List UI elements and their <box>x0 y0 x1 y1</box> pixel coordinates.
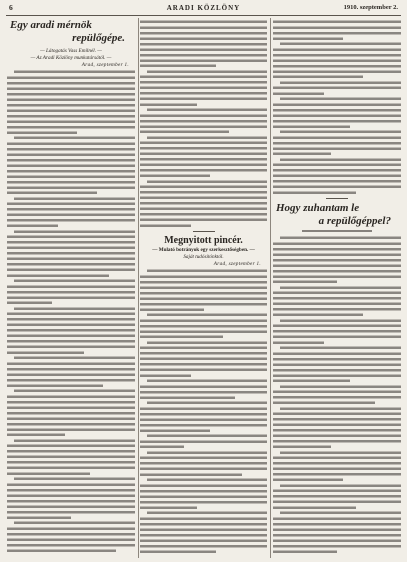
masthead: ARADI KÖZLÖNY <box>166 3 241 12</box>
text-line <box>273 290 401 312</box>
text-line <box>7 75 135 130</box>
text-line <box>273 323 401 340</box>
body-paragraph <box>140 378 267 400</box>
text-line <box>140 549 216 555</box>
body-paragraph <box>7 135 135 196</box>
text-line <box>140 406 267 428</box>
article-2-byline: Saját tudósítónktól. <box>183 254 224 260</box>
body-paragraph <box>140 69 267 108</box>
article-separator <box>326 198 348 199</box>
body-paragraph <box>273 406 401 450</box>
text-line <box>273 411 401 444</box>
text-line <box>140 318 267 335</box>
text-line <box>7 443 135 471</box>
column-rule <box>138 18 139 558</box>
text-line <box>273 488 401 505</box>
text-line <box>7 548 116 554</box>
column-rule <box>270 18 271 558</box>
text-line <box>140 516 267 549</box>
article-1-subtitle: — Látogatás Vass Emilnél. — <box>40 48 102 54</box>
text-line <box>273 241 401 280</box>
body-paragraph <box>273 483 401 511</box>
body-paragraph <box>140 400 267 433</box>
text-line <box>7 526 135 548</box>
body-paragraph <box>140 268 267 312</box>
text-line <box>273 162 401 190</box>
text-line <box>273 389 401 400</box>
article-1-title-line-1: Egy aradi mérnök <box>10 19 92 31</box>
column-3 <box>273 19 401 554</box>
article-1-byline: — Az Aradi Közlöny munkatársától. — <box>30 55 112 61</box>
body-paragraph <box>7 306 135 356</box>
body-paragraph <box>273 19 401 41</box>
body-paragraph <box>7 438 135 477</box>
body-paragraph <box>140 477 267 510</box>
article-2-title: Megnyitott pincér. <box>164 235 243 246</box>
body-paragraph <box>140 450 267 478</box>
text-line <box>140 25 267 64</box>
text-line <box>7 284 135 301</box>
body-paragraph <box>273 345 401 384</box>
article-2-subtitle: — Mulató botrányok egy szerkesztőségben. — <box>152 247 255 253</box>
body-paragraph <box>140 135 267 179</box>
article-2-dateline: Arad, szeptember 1. <box>213 261 261 267</box>
body-paragraph <box>7 520 135 553</box>
body-paragraph <box>273 129 401 157</box>
article-separator <box>193 231 215 232</box>
text-line <box>7 482 135 515</box>
text-line <box>273 516 401 549</box>
body-paragraph <box>273 41 401 80</box>
text-line <box>140 345 267 373</box>
body-paragraph <box>7 69 135 135</box>
body-paragraph <box>273 157 401 196</box>
text-line <box>273 190 356 196</box>
body-paragraph <box>273 96 401 129</box>
body-paragraph <box>140 107 267 135</box>
body-paragraph <box>273 450 401 483</box>
body-paragraph <box>7 196 135 229</box>
text-line <box>7 234 135 273</box>
text-line <box>7 201 135 223</box>
article-1-title-line-2: repülőgépe. <box>72 32 125 44</box>
text-line <box>140 223 191 229</box>
body-paragraph <box>140 340 267 379</box>
page-number: 6 <box>9 3 13 12</box>
text-line <box>273 455 401 477</box>
text-line <box>140 113 267 130</box>
header-rule <box>6 15 401 16</box>
page-header <box>6 3 401 14</box>
text-line <box>7 394 135 433</box>
article-3-byline <box>302 230 372 232</box>
body-paragraph <box>273 510 401 554</box>
text-line <box>140 184 267 223</box>
text-line <box>7 361 135 383</box>
body-paragraph <box>273 384 401 406</box>
body-paragraph <box>273 235 401 285</box>
text-line <box>273 47 401 75</box>
column-1 <box>7 19 135 553</box>
text-line <box>273 351 401 379</box>
article-3-title-line-2: a repülőgéppel? <box>318 215 391 227</box>
text-line <box>273 549 337 555</box>
article-3-title-line-1: Hogy zuhantam le <box>276 202 360 214</box>
body-paragraph <box>140 510 267 554</box>
text-line <box>7 141 135 191</box>
body-paragraph <box>273 318 401 346</box>
body-paragraph <box>273 285 401 318</box>
text-line <box>273 135 401 152</box>
body-paragraph <box>7 278 135 306</box>
issue-date: 1910. szeptember 2. <box>343 3 398 11</box>
text-line <box>140 455 267 472</box>
body-paragraph <box>140 433 267 450</box>
text-line <box>140 74 267 102</box>
text-line <box>7 311 135 350</box>
article-1-dateline: Arad, szeptember 1. <box>81 62 129 68</box>
body-paragraph <box>7 388 135 438</box>
body-paragraph <box>7 229 135 279</box>
text-line <box>140 274 267 307</box>
column-2 <box>140 19 267 554</box>
text-line <box>273 25 401 36</box>
text-line <box>140 140 267 173</box>
text-line <box>140 384 267 395</box>
body-paragraph <box>7 355 135 388</box>
body-paragraph <box>273 80 401 97</box>
text-line <box>140 483 267 505</box>
body-paragraph <box>7 476 135 520</box>
body-paragraph <box>140 19 267 69</box>
text-line <box>273 102 401 124</box>
body-paragraph <box>140 312 267 340</box>
body-paragraph <box>140 179 267 229</box>
